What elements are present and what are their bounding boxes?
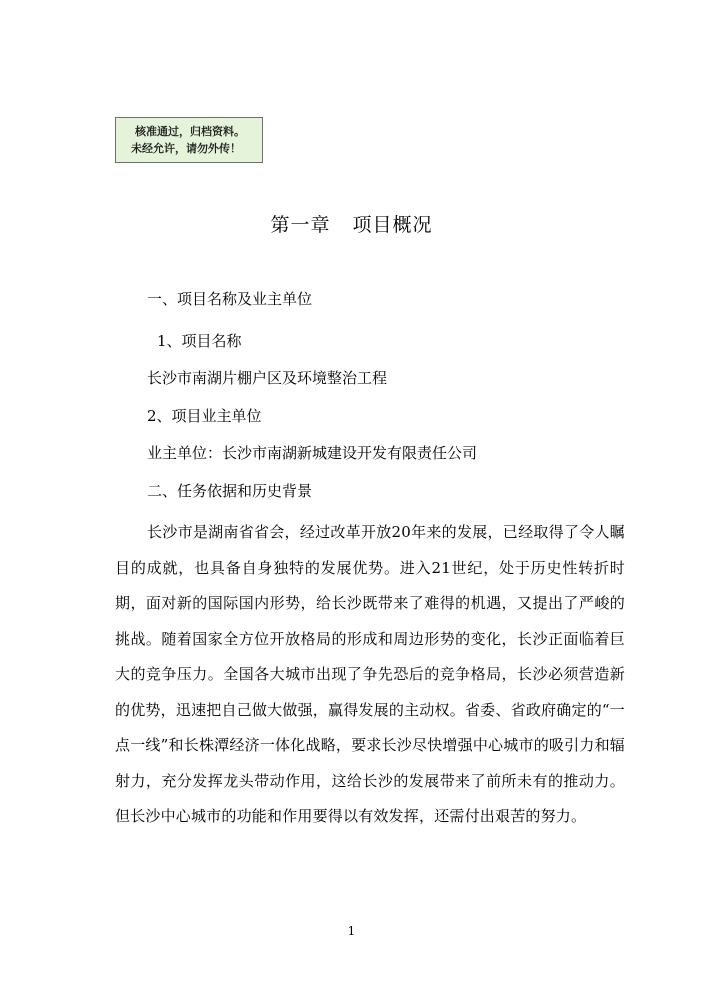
chapter-title (0, 212, 703, 238)
section-1-heading: 一、项目名称及业主单位 (147, 290, 313, 308)
stamp-line-2: 未经允许，请勿外传！ (131, 142, 241, 155)
stamp-line-1: 核准通过，归档资料。 (135, 125, 245, 138)
chapter-name: 项目概况 (352, 214, 433, 236)
owner-text: 业主单位：长沙市南湖新城建设开发有限责任公司 (147, 444, 478, 462)
chapter-number: 第一章 (270, 214, 331, 236)
subsection-2-heading: 2、项目业主单位 (147, 407, 262, 425)
project-name-text: 长沙市南湖片棚户区及环境整治工程 (147, 369, 388, 387)
subsection-1-heading: 1、项目名称 (157, 332, 242, 350)
archive-stamp (115, 117, 263, 163)
background-paragraph: 长沙市是湖南省省会，经过改革开放20年来的发展，已经取得了令人瞩目的成就，也具备自身独特的发展优势。进入21世纪，处于历史性转折时期，面对新的国际国内形势，给长沙既带来了难得的机遇，又提出了严峻的挑战。随着国家全方位开放格局的形成和周边形势的变化，长沙正面临着巨大的竞争压力。全国各大城市出现了争先恐后的竞争格局，长沙必须营造新的优势，迅速把自己做大做强，赢得发展的主动权。省委、省政府确定的“一点一线”和长株潭经济一体化战略，要求长沙尽快增强中心城市的吸引力和辐射力，充分发挥龙头带动作用，这给长沙的发展带来了前所未有的推动力。但长沙中心城市的功能和作用要得以有效发挥，还需付出艰苦的努力。 (115, 523, 625, 825)
page-number: 1 (347, 924, 356, 938)
section-2-heading: 二、任务依据和历史背景 (147, 482, 313, 500)
